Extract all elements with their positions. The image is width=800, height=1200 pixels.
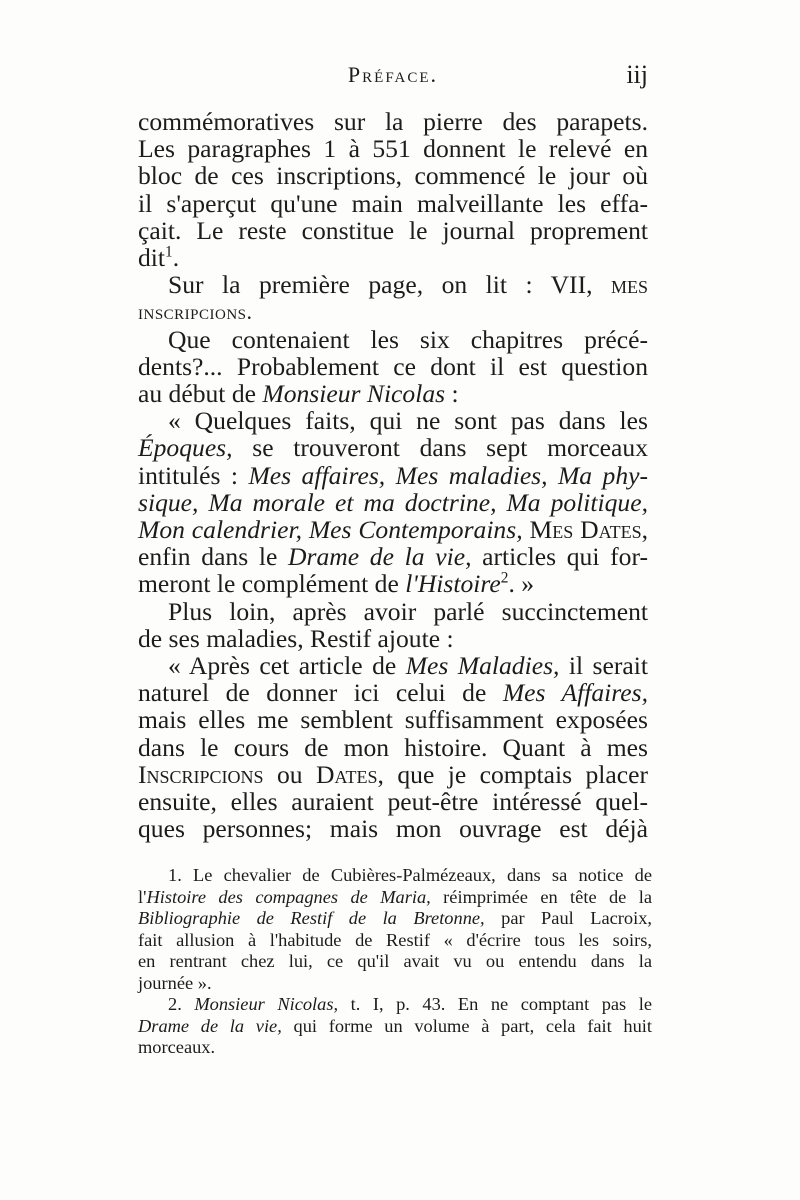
text-line: dans le cours de mon histoire. Quant à mes bbox=[138, 732, 648, 762]
text-line bbox=[138, 679, 648, 706]
text-line: ques personnes; mais mon ouvrage est déjà bbox=[138, 814, 648, 844]
small-caps-run: Inscripcions bbox=[138, 759, 264, 789]
running-header bbox=[138, 60, 648, 96]
text-line: Que contenaient les six chapitres précé- bbox=[168, 324, 648, 354]
text-line: dents?... Probablement ce dont il est question bbox=[138, 351, 648, 381]
text-run: : bbox=[445, 379, 459, 409]
text-run: articles qui for- bbox=[471, 542, 648, 572]
footnote-1-line: fait allusion à l'habitude de Restif « d'écrire tous les soirs, bbox=[138, 929, 652, 950]
text-line bbox=[138, 489, 648, 516]
text-run: t. I, p. 43. En ne comptant pas le bbox=[338, 994, 652, 1014]
page-number: iij bbox=[626, 60, 648, 89]
text-run: réimprimée en tête de la bbox=[430, 886, 653, 907]
text-run: . bbox=[172, 243, 180, 273]
text-run: naturel de donner ici celui de bbox=[138, 678, 503, 708]
small-caps-run: Dates, bbox=[316, 759, 384, 789]
text-line: Plus loin, après avoir parlé succinctement bbox=[168, 596, 648, 626]
italic-run: Histoire des compagnes de Maria, bbox=[146, 886, 431, 907]
italic-run: Drame de la vie, bbox=[138, 1015, 282, 1036]
footnote-1-line: journée ». bbox=[138, 972, 212, 993]
text-line bbox=[138, 570, 648, 597]
text-line bbox=[138, 380, 648, 407]
text-run: 2. bbox=[168, 994, 195, 1014]
italic-run: Époques, bbox=[138, 433, 233, 463]
footnote-ref-2: 2 bbox=[500, 569, 509, 587]
text-run: par Paul Lacroix, bbox=[484, 908, 652, 928]
text-line: commémoratives sur la pierre des parapets. bbox=[138, 107, 648, 136]
italic-run: Bibliographie de Restif de la Bretonne, bbox=[138, 908, 485, 928]
italic-run: Mes Maladies, bbox=[405, 651, 560, 681]
text-line: Les paragraphes 1 à 551 donnent le relevé en bbox=[138, 134, 648, 164]
small-caps-run: Mes Dates, bbox=[522, 515, 648, 545]
text-line: ensuite, elles auraient peut-être intéressé quel- bbox=[138, 787, 648, 817]
text-line: mais elles me semblent suffisamment exposées bbox=[138, 705, 648, 735]
text-line: il s'aperçut qu'une main malveillante les effa- bbox=[138, 188, 648, 218]
italic-run: Drame de la vie, bbox=[288, 542, 472, 572]
italic-run: l'Histoire bbox=[405, 569, 501, 599]
text-line bbox=[138, 516, 648, 543]
text-run: se trouveront dans sept morceaux bbox=[232, 433, 648, 463]
italic-run: Mes Affaires, bbox=[502, 678, 648, 708]
footnotes bbox=[138, 865, 653, 1059]
text-line bbox=[138, 244, 648, 271]
text-line bbox=[138, 462, 648, 489]
footnote-1-line bbox=[138, 908, 652, 930]
italic-run: Monsieur Nicolas bbox=[262, 379, 446, 409]
text-run: dit bbox=[138, 243, 166, 273]
running-title: Préface. bbox=[347, 62, 439, 87]
text-line bbox=[138, 434, 648, 461]
text-line bbox=[138, 761, 648, 788]
text-line: inscripcions. bbox=[138, 299, 253, 325]
footnote-2-line bbox=[168, 994, 652, 1016]
text-run: ou bbox=[263, 759, 317, 789]
text-run: qui forme un volume à part, cela fait huit bbox=[281, 1015, 652, 1036]
text-run: il serait bbox=[559, 651, 648, 681]
footnote-2-line: morceaux. bbox=[138, 1037, 216, 1057]
footnote-ref-1: 1 bbox=[165, 243, 173, 261]
footnote-1-line bbox=[138, 887, 652, 909]
text-line bbox=[138, 543, 648, 570]
small-caps-run: mes bbox=[610, 270, 648, 300]
text-run: que je comptais placer bbox=[383, 759, 648, 789]
italic-run: Mes affaires, Mes maladies, Ma phy- bbox=[248, 460, 649, 490]
footnote-2-line bbox=[138, 1016, 652, 1038]
italic-run: Mon calendrier, Mes Contemporains, bbox=[138, 515, 523, 545]
footnote-1-line: 1. Le chevalier de Cubières-Palmézeaux, dans sa notice de bbox=[168, 865, 652, 885]
text-run: « Après cet article de bbox=[168, 651, 406, 681]
text-run: l' bbox=[138, 886, 147, 907]
text-run: intitulés : bbox=[138, 460, 249, 490]
footnote-1-line: en rentrant chez lui, ce qu'il avait vu ou entendu dans la bbox=[138, 951, 652, 971]
text-run: au début de bbox=[138, 379, 263, 409]
text-run: enfin dans le bbox=[138, 542, 289, 572]
text-run: meront le complément de bbox=[138, 569, 406, 599]
text-line: bloc de ces inscriptions, commencé le jour où bbox=[138, 161, 648, 191]
text-line bbox=[138, 271, 648, 298]
text-line bbox=[138, 652, 648, 679]
italic-run: sique, Ma morale et ma doctrine, Ma politique, bbox=[138, 487, 648, 517]
text-line: « Quelques faits, qui ne sont pas dans les bbox=[168, 406, 648, 436]
text-run: . » bbox=[508, 569, 535, 599]
text-run: Sur la première page, on lit : VII, bbox=[168, 270, 611, 300]
italic-run: Monsieur Nicolas, bbox=[194, 994, 339, 1014]
main-text bbox=[138, 108, 648, 842]
text-line: çait. Le reste constitue le journal proprement bbox=[138, 215, 648, 245]
text-line: de ses maladies, Restif ajoute : bbox=[138, 623, 454, 653]
